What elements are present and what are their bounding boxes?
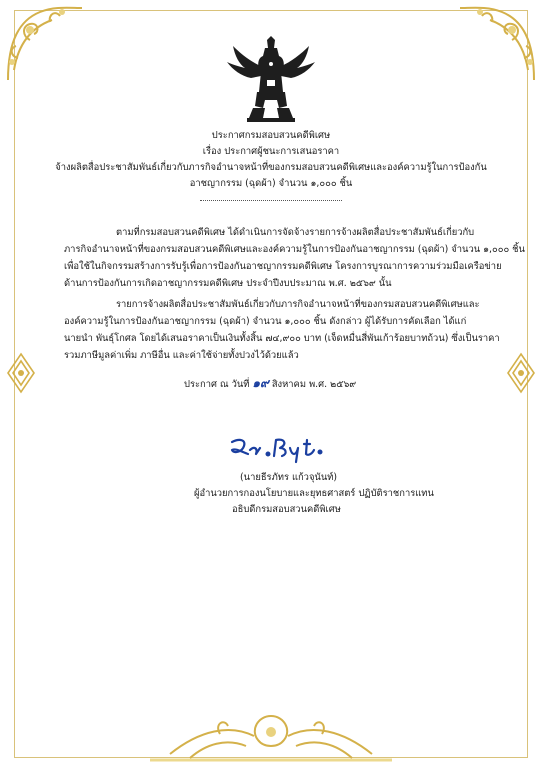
document-subject: เรื่อง ประกาศผู้ชนะการเสนอราคา <box>202 146 340 157</box>
ornament-flower-left-icon <box>4 352 38 394</box>
date-prefix: ประกาศ ณ วันที่ <box>184 379 250 390</box>
paragraph-2 <box>64 296 500 364</box>
ornament-corner-top-left-icon <box>0 0 90 90</box>
paragraph-1-line: ภารกิจอำนาจหน้าที่ของกรมสอบสวนคดีพิเศษและองค์ความรู้ในการป้องกันอาชญากรรม (ฉุดผ้า) จำนวน ๑,๐๐๐ ชิ้น <box>64 244 525 255</box>
paragraph-1-line: เพื่อใช้ในกิจกรรมสร้างการรับรู้เพื่อการป้องกันอาชญากรรมคดีพิเศษ โครงการบูรณาการความร่วมมือเครือข่าย <box>64 261 502 272</box>
dotted-separator <box>200 200 342 201</box>
paragraph-2-line: รวมภาษีมูลค่าเพิ่ม ภาษีอื่น และค่าใช้จ่ายทั้งปวงไว้ด้วยแล้ว <box>64 350 299 361</box>
signer-position-2: อธิบดีกรมสอบสวนคดีพิเศษ <box>232 504 341 515</box>
paragraph-1-line: ด้านการป้องกันการเกิดอาชญากรรมคดีพิเศษ ประจำปีงบประมาณ พ.ศ. ๒๕๖๙ นั้น <box>64 278 392 289</box>
signature-image <box>226 432 336 464</box>
subject-line-2: อาชญากรรม (ฉุดผ้า) จำนวน ๑,๐๐๐ ชิ้น <box>189 178 353 189</box>
announcement-date <box>184 376 356 392</box>
subject-line-1: จ้างผลิตสื่อประชาสัมพันธ์เกี่ยวกับภารกิจอำนาจหน้าที่ของกรมสอบสวนคดีพิเศษและองค์ความรู้ในการป้องกัน <box>55 162 487 173</box>
date-day: ๑๙ <box>252 376 269 390</box>
ornament-corner-top-right-icon <box>452 0 542 90</box>
signer-position-1: ผู้อำนวยการกองนโยบายและยุทธศาสตร์ ปฏิบัติราชการแทน <box>194 488 434 499</box>
paragraph-2-line: นายนำ พันธุ์โกศล โดยได้เสนอราคาเป็นเงินทั้งสิ้น ๗๔,๙๐๐ บาท (เจ็ดหมื่นสี่พันเก้าร้อยบาทถ้วน) ซึ่งเป็นราคา <box>64 333 500 344</box>
paragraph-1-line: ตามที่กรมสอบสวนคดีพิเศษ ได้ดำเนินการจัดจ้างรายการจ้างผลิตสื่อประชาสัมพันธ์เกี่ยวกับ <box>116 227 475 238</box>
paragraph-1 <box>64 224 525 292</box>
ornament-bottom-icon <box>150 706 392 762</box>
garuda-emblem-icon <box>227 36 315 126</box>
ornament-flower-right-icon <box>504 352 538 394</box>
document-title: ประกาศกรมสอบสวนคดีพิเศษ <box>211 130 331 141</box>
signer-name: (นายธีรภัทร แก้วจุนันท์) <box>240 472 338 483</box>
date-month-year: สิงหาคม พ.ศ. ๒๕๖๙ <box>271 379 357 390</box>
paragraph-2-line: องค์ความรู้ในการป้องกันอาชญากรรม (ฉุดผ้า) จำนวน ๑,๐๐๐ ชิ้น ดังกล่าว ผู้ได้รับการคัดเลือก ได้แก่ <box>64 316 467 327</box>
paragraph-2-line: รายการจ้างผลิตสื่อประชาสัมพันธ์เกี่ยวกับภารกิจอำนาจหน้าที่ของกรมสอบสวนคดีพิเศษและ <box>116 299 480 310</box>
